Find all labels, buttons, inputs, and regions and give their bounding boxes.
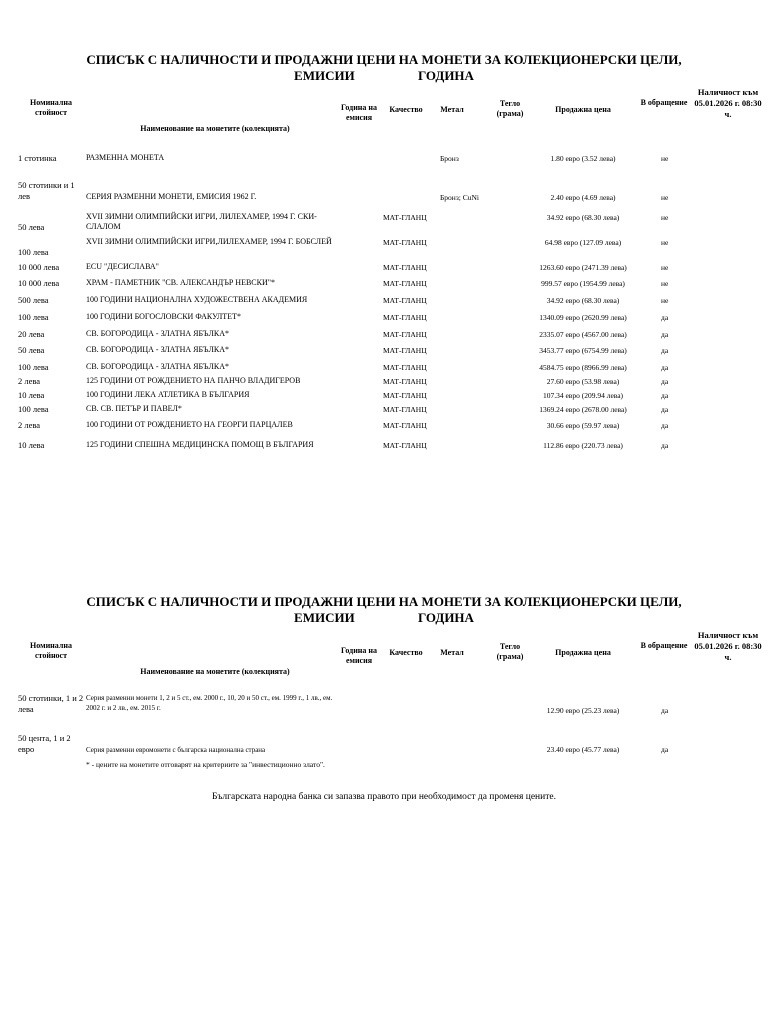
- title-line-1: СПИСЪК С НАЛИЧНОСТИ И ПРОДАЖНИ ЦЕНИ НА МОНЕТИ ЗА КОЛЕКЦИОНЕРСКИ ЦЕЛИ,: [86, 52, 682, 67]
- header-name: Наименование на монетите (колекцията): [140, 667, 290, 676]
- price-value: 64.98 евро (127.09 лева): [544, 238, 622, 247]
- metal-value: Бронз; CuNi: [440, 193, 479, 202]
- nominal-value: 10 лева: [18, 390, 45, 400]
- header-availability: Наличност към 05.01.2026 г. 08:30 ч.: [694, 87, 762, 119]
- disclaimer: Българската народна банка си запазва правото при необходимост да променя цените.: [212, 792, 556, 802]
- circulation-value: да: [661, 441, 669, 450]
- title-line-2: ЕМИСИИ ГОДИНА: [294, 68, 474, 83]
- coin-name: Серия разменни евромонети с българска национална страна: [86, 746, 266, 754]
- price-value: 23.40 евро (45.77 лева): [546, 745, 620, 754]
- nominal-value: 50 лева: [18, 345, 45, 355]
- footnote: * - цените на монетите отговарят на критериите за "инвестиционно злато".: [86, 760, 325, 769]
- price-value: 1369.24 евро (2678.00 лева): [539, 405, 627, 414]
- nominal-value: 10 000 лева: [18, 262, 60, 272]
- quality-value: МАТ-ГЛАНЦ: [383, 296, 427, 305]
- nominal-value: 50 стотинки, 1 и 2 лева: [18, 693, 84, 714]
- nominal-value: 100 лева: [18, 247, 49, 257]
- price-value: 2335.07 евро (4567.00 лева): [539, 330, 627, 339]
- header-nominal: Номинална стойност: [30, 98, 72, 117]
- coin-name: СВ. БОГОРОДИЦА - ЗЛАТНА ЯБЪЛКА*: [86, 329, 229, 338]
- nominal-value: 100 лева: [18, 312, 49, 322]
- nominal-value: 20 лева: [18, 329, 45, 339]
- circulation-value: да: [661, 363, 669, 372]
- nominal-value: 50 стотинки и 1 лев: [18, 180, 75, 201]
- nominal-value: 2 лева: [18, 420, 41, 430]
- price-value: 27.60 евро (53.98 лева): [546, 377, 620, 386]
- nominal-value: 10 000 лева: [18, 278, 60, 288]
- coin-name: СВ. БОГОРОДИЦА - ЗЛАТНА ЯБЪЛКА*: [86, 345, 229, 354]
- nominal-value: 500 лева: [18, 295, 49, 305]
- coin-name: 125 ГОДИНИ СПЕШНА МЕДИЦИНСКА ПОМОЩ В БЪЛГАРИЯ: [86, 440, 314, 449]
- nominal-value: 100 лева: [18, 404, 49, 414]
- quality-value: МАТ-ГЛАНЦ: [383, 405, 427, 414]
- coin-name: ECU "ДЕСИСЛАВА": [86, 262, 159, 271]
- circulation-value: да: [661, 706, 669, 715]
- page-title-1: [0, 52, 768, 84]
- coin-name: 100 ГОДИНИ НАЦИОНАЛНА ХУДОЖЕСТВЕНА АКАДЕМИЯ: [86, 295, 308, 304]
- price-value: 2.40 евро (4.69 лева): [550, 193, 616, 202]
- nominal-value: 1 стотинка: [18, 153, 57, 163]
- quality-value: МАТ-ГЛАНЦ: [383, 421, 427, 430]
- quality-value: МАТ-ГЛАНЦ: [383, 377, 427, 386]
- circulation-value: да: [661, 421, 669, 430]
- header-weight: Тегло (грама): [496, 642, 524, 661]
- price-value: 1263.60 евро (2471.39 лева): [539, 263, 627, 272]
- circulation-value: да: [661, 405, 669, 414]
- circulation-value: да: [661, 346, 669, 355]
- price-value: 34.92 евро (68.30 лева): [546, 296, 620, 305]
- nominal-value: 2 лева: [18, 376, 41, 386]
- circulation-value: не: [661, 238, 669, 247]
- header-metal: Метал: [440, 105, 464, 114]
- quality-value: МАТ-ГЛАНЦ: [383, 330, 427, 339]
- quality-value: МАТ-ГЛАНЦ: [383, 238, 427, 247]
- header-weight: Тегло (грама): [496, 99, 524, 118]
- metal-value: Бронз: [440, 154, 459, 163]
- price-value: 999.57 евро (1954.99 лева): [541, 279, 625, 288]
- quality-value: МАТ-ГЛАНЦ: [383, 346, 427, 355]
- circulation-value: да: [661, 391, 669, 400]
- price-value: 30.66 евро (59.97 лева): [546, 421, 620, 430]
- coin-name: СВ. СВ. ПЕТЪР И ПАВЕЛ*: [86, 404, 182, 413]
- quality-value: МАТ-ГЛАНЦ: [383, 363, 427, 372]
- title-line-1: СПИСЪК С НАЛИЧНОСТИ И ПРОДАЖНИ ЦЕНИ НА МОНЕТИ ЗА КОЛЕКЦИОНЕРСКИ ЦЕЛИ,: [86, 594, 682, 609]
- circulation-value: да: [661, 330, 669, 339]
- title-line-2: ЕМИСИИ ГОДИНА: [294, 610, 474, 625]
- coin-name: 100 ГОДИНИ ЛЕКА АТЛЕТИКА В БЪЛГАРИЯ: [86, 390, 250, 399]
- price-value: 1340.09 евро (2620.99 лева): [539, 313, 627, 322]
- header-nominal: Номинална стойност: [30, 641, 72, 660]
- header-price: Продажна цена: [555, 648, 611, 657]
- nominal-value: 50 цента, 1 и 2 евро: [18, 733, 71, 754]
- circulation-value: не: [661, 279, 669, 288]
- coin-name: СВ. БОГОРОДИЦА - ЗЛАТНА ЯБЪЛКА*: [86, 362, 229, 371]
- nominal-value: 100 лева: [18, 362, 49, 372]
- page-title-2: [0, 594, 768, 626]
- circulation-value: не: [661, 263, 669, 272]
- quality-value: МАТ-ГЛАНЦ: [383, 313, 427, 322]
- quality-value: МАТ-ГЛАНЦ: [383, 441, 427, 450]
- header-name: Наименование на монетите (колекцията): [140, 124, 290, 133]
- coin-name: 125 ГОДИНИ ОТ РОЖДЕНИЕТО НА ПАНЧО ВЛАДИГЕРОВ: [86, 376, 301, 385]
- price-value: 12.90 евро (25.23 лева): [546, 706, 620, 715]
- price-value: 4584.75 евро (8966.99 лева): [539, 363, 627, 372]
- price-value: 3453.77 евро (6754.99 лева): [539, 346, 627, 355]
- header-year: Година на емисия: [340, 646, 378, 665]
- circulation-value: не: [661, 193, 669, 202]
- coin-name: XVII ЗИМНИ ОЛИМПИЙСКИ ИГРИ, ЛИЛЕХАМЕР, 1994 Г. СКИ-СЛАЛОМ: [86, 212, 317, 231]
- nominal-value: 10 лева: [18, 440, 45, 450]
- coin-name: Серия разменни монети 1, 2 и 5 ст., ем. 2000 г., 10, 20 и 50 ст., ем. 1999 г., 1 лв., ем. 2002 г. и 2 лв., ем. 2015 г.: [86, 694, 333, 712]
- price-value: 112.86 евро (220.73 лева): [543, 441, 623, 450]
- coin-name: СЕРИЯ РАЗМЕННИ МОНЕТИ, ЕМИСИЯ 1962 Г.: [86, 192, 257, 201]
- coin-name: РАЗМЕННА МОНЕТА: [86, 153, 165, 162]
- header-metal: Метал: [440, 648, 464, 657]
- coin-name: ХРАМ - ПАМЕТНИК "СВ. АЛЕКСАНДЪР НЕВСКИ"*: [86, 278, 276, 287]
- circulation-value: не: [661, 296, 669, 305]
- price-value: 107.34 евро (209.94 лева): [542, 391, 624, 400]
- nominal-value: 50 лева: [18, 222, 45, 232]
- price-value: 1.80 евро (3.52 лева): [550, 154, 616, 163]
- coin-name: XVII ЗИМНИ ОЛИМПИЙСКИ ИГРИ,ЛИЛЕХАМЕР, 1994 Г. БОБСЛЕЙ: [86, 237, 332, 246]
- price-value: 34.92 евро (68.30 лева): [546, 213, 620, 222]
- header-circulation: В обращение: [640, 98, 688, 107]
- circulation-value: да: [661, 745, 669, 754]
- header-availability: Наличност към 05.01.2026 г. 08:30 ч.: [694, 630, 762, 662]
- quality-value: МАТ-ГЛАНЦ: [383, 213, 427, 222]
- circulation-value: не: [661, 213, 669, 222]
- circulation-value: да: [661, 377, 669, 386]
- quality-value: МАТ-ГЛАНЦ: [383, 391, 427, 400]
- coin-name: 100 ГОДИНИ БОГОСЛОВСКИ ФАКУЛТЕТ*: [86, 312, 241, 321]
- header-quality: Качество: [389, 648, 423, 657]
- quality-value: МАТ-ГЛАНЦ: [383, 279, 427, 288]
- quality-value: МАТ-ГЛАНЦ: [383, 263, 427, 272]
- coin-name: 100 ГОДИНИ ОТ РОЖДЕНИЕТО НА ГЕОРГИ ПАРЦАЛЕВ: [86, 420, 293, 429]
- header-quality: Качество: [389, 105, 423, 114]
- circulation-value: да: [661, 313, 669, 322]
- header-price: Продажна цена: [555, 105, 611, 114]
- header-year: Година на емисия: [340, 103, 378, 122]
- circulation-value: не: [661, 154, 669, 163]
- header-circulation: В обращение: [640, 641, 688, 650]
